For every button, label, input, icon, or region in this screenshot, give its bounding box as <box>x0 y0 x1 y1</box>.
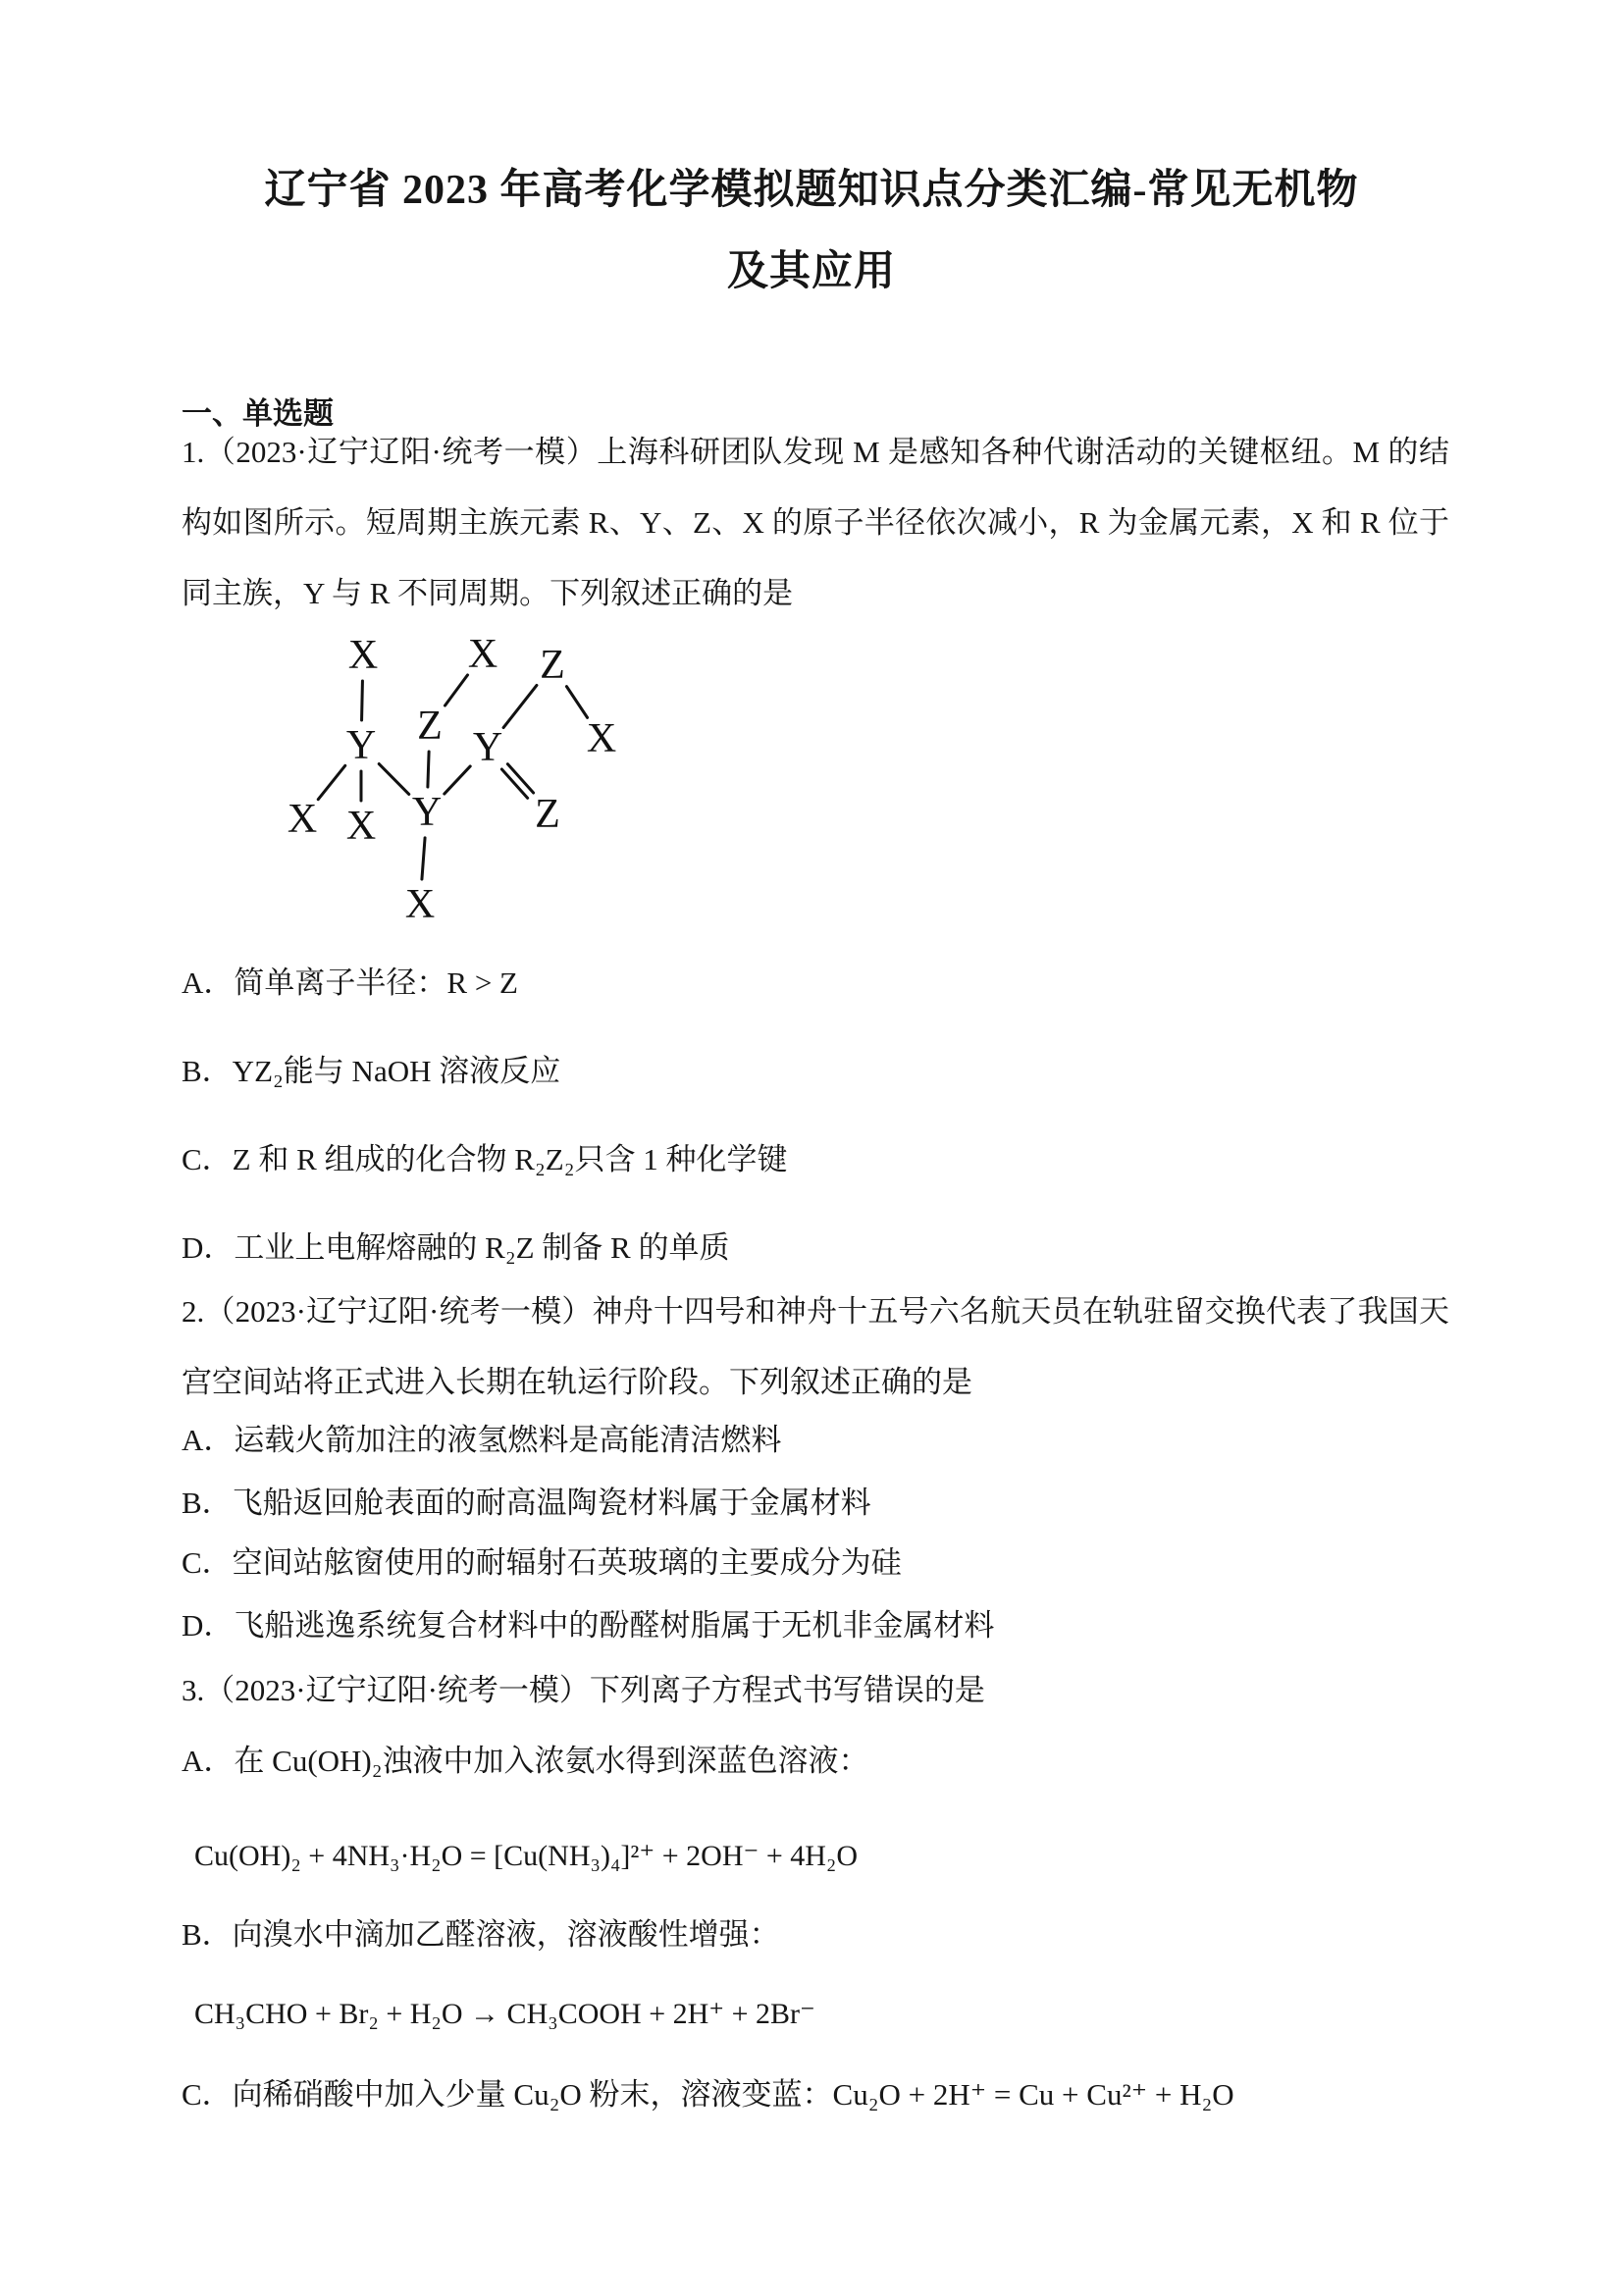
q2-option-c: C．空间站舷窗使用的耐辐射石英玻璃的主要成分为硅 <box>182 1545 902 1580</box>
q3-equation-a: Cu(OH)₂ + 4NH₃·H₂O = [Cu(NH₃)₄]²⁺ + 2OH⁻ + 4H₂O <box>194 1840 859 1872</box>
bond-line <box>362 681 363 720</box>
atom-label: Y <box>472 725 503 770</box>
bond-line <box>445 766 470 794</box>
atom-label: X <box>345 804 377 849</box>
atom-label: X <box>586 716 617 761</box>
doc-title-line2: 及其应用 <box>726 249 896 294</box>
bond-line <box>503 685 537 727</box>
molecule-svg <box>280 628 653 942</box>
atom-label: Z <box>535 792 560 837</box>
bond-line <box>318 765 345 799</box>
q1-option-a: A．简单离子半径：R > Z <box>182 965 518 1000</box>
section-heading: 一、单选题 <box>182 396 334 431</box>
atom-label: Z <box>540 643 565 688</box>
q1-option-b: B．YZ₂能与 NaOH 溶液反应 <box>182 1054 561 1088</box>
atom-label: X <box>287 797 318 842</box>
question-2-stem: 2.（2023·辽宁辽阳·统考一模）神舟十四号和神舟十五号六名航天员在轨驻留交换代表了我国天宫空间站将正式进入长期在轨运行阶段。下列叙述正确的是 <box>182 1294 1449 1399</box>
atom-label: Y <box>411 790 443 835</box>
q3-option-c: C．向稀硝酸中加入少量 Cu₂O 粉末，溶液变蓝：Cu₂O + 2H⁺ = Cu + Cu²⁺ + H₂O <box>182 2077 1234 2112</box>
q2-option-a: A．运载火箭加注的液氢燃料是高能清洁燃料 <box>182 1423 782 1457</box>
question-1-stem: 1.（2023·辽宁辽阳·统考一模）上海科研团队发现 M 是感知各种代谢活动的关键枢纽。M 的结构如图所示。短周期主族元素 R、Y、Z、X 的原子半径依次减小，R 为金属元素，X 和 R 位于同主族，Y 与 R 不同周期。下列叙述正确的是 <box>182 435 1449 610</box>
atom-label: X <box>467 632 498 677</box>
molecule-diagram <box>280 628 653 947</box>
bond-line <box>445 675 467 705</box>
q3-equation-b: CH₃CHO + Br₂ + H₂O → CH₃COOH + 2H⁺ + 2Br⁻ <box>194 1998 815 2030</box>
bond-line <box>428 752 429 787</box>
atom-label: Y <box>345 723 377 768</box>
doc-title-line1: 辽宁省 2023 年高考化学模拟题知识点分类汇编-常见无机物 <box>264 168 1359 213</box>
atom-label: X <box>347 633 379 678</box>
atom-label: X <box>404 882 436 927</box>
question-3-stem: 3.（2023·辽宁辽阳·统考一模）下列离子方程式书写错误的是 <box>182 1673 985 1707</box>
q3-option-b: B．向溴水中滴加乙醛溶液，溶液酸性增强： <box>182 1917 780 1952</box>
q2-option-d: D．飞船逃逸系统复合材料中的酚醛树脂属于无机非金属材料 <box>182 1608 995 1643</box>
q1-option-d: D．工业上电解熔融的 R₂Z 制备 R 的单质 <box>182 1230 730 1265</box>
bond-line <box>422 838 425 879</box>
bond-line <box>566 687 587 718</box>
bond-line <box>379 764 409 795</box>
q3-option-a: A．在 Cu(OH)₂浊液中加入浓氨水得到深蓝色溶液： <box>182 1744 869 1778</box>
q1-option-c: C．Z 和 R 组成的化合物 R₂Z₂只含 1 种化学键 <box>182 1142 788 1176</box>
atom-label: Z <box>417 704 443 749</box>
q2-option-b: B．飞船返回舱表面的耐高温陶瓷材料属于金属材料 <box>182 1486 871 1520</box>
